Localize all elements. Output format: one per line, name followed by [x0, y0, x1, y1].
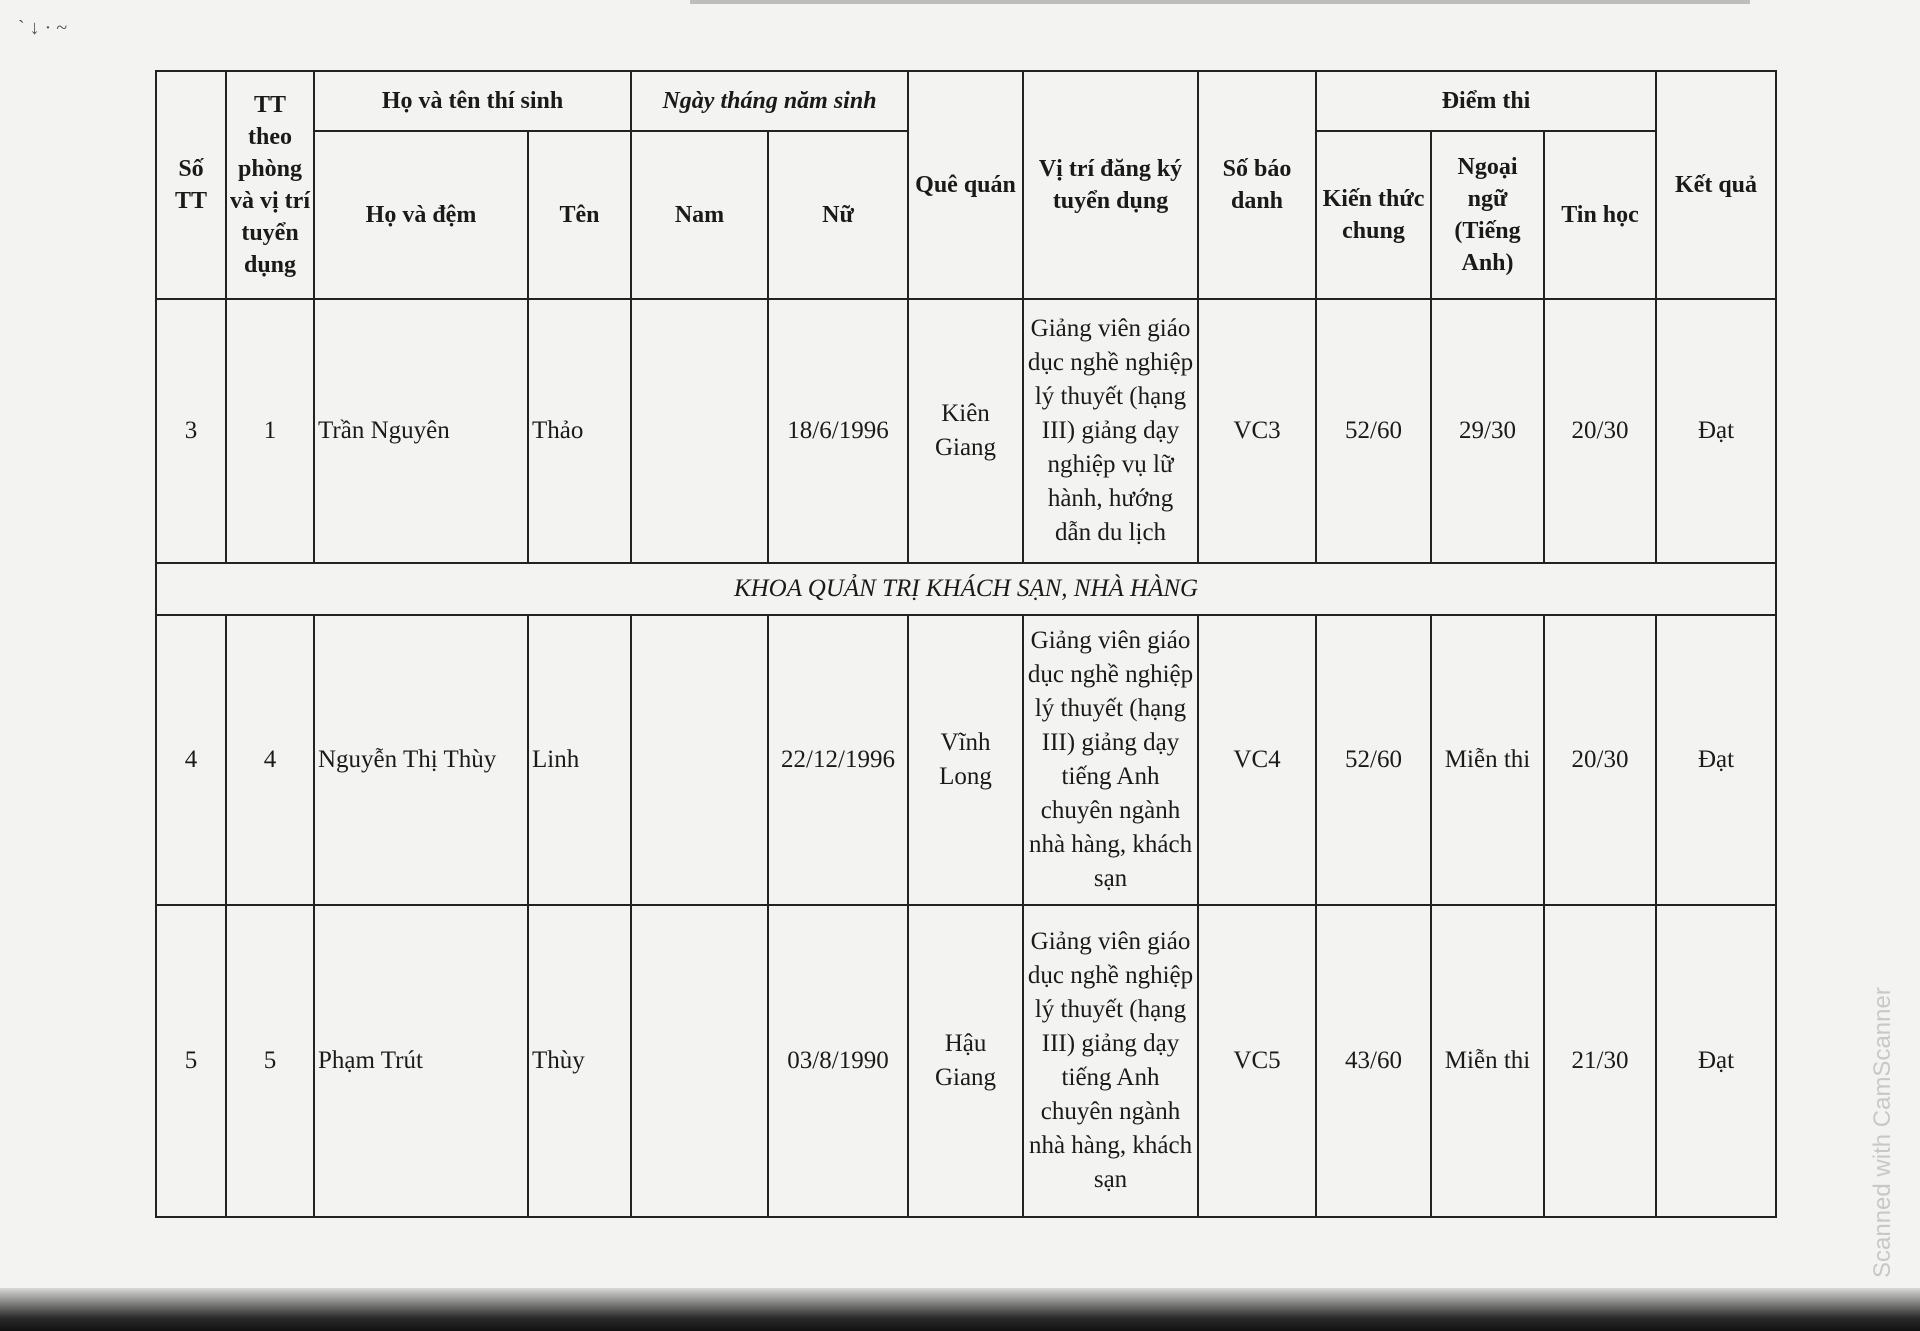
paper-bottom-edge: [0, 1288, 1920, 1331]
cell-nu: 03/8/1990: [768, 905, 908, 1217]
cell-ket-qua: Đạt: [1656, 299, 1776, 563]
cell-que-quan: Vĩnh Long: [908, 615, 1023, 905]
header-ket-qua: Kết quả: [1656, 71, 1776, 299]
header-so-tt: Số TT: [156, 71, 226, 299]
cell-tt-phong: 1: [226, 299, 314, 563]
cell-que-quan: Hậu Giang: [908, 905, 1023, 1217]
header-ngay-thang-group: Ngày tháng năm sinh: [631, 71, 908, 131]
table-row: [156, 615, 1776, 905]
cell-ten: Thùy: [528, 905, 631, 1217]
header-nam: Nam: [631, 131, 768, 299]
header-ngoai-ngu: Ngoại ngữ (Tiếng Anh): [1431, 131, 1544, 299]
header-ho-va-ten-group: Họ và tên thí sinh: [314, 71, 631, 131]
header-vi-tri: Vị trí đăng ký tuyển dụng: [1023, 71, 1198, 299]
cell-vi-tri: Giảng viên giáo dục nghề nghiệp lý thuyết (hạng III) giảng dạy tiếng Anh chuyên ngành nhà hàng, khách sạn: [1023, 615, 1198, 905]
cell-ngoai-ngu: Miễn thi: [1431, 905, 1544, 1217]
cell-tin-hoc: 20/30: [1544, 299, 1656, 563]
header-so-bao-danh: Số báo danh: [1198, 71, 1316, 299]
cell-so-tt: 4: [156, 615, 226, 905]
cell-ho-dem: Nguyễn Thị Thùy: [314, 615, 528, 905]
cell-vi-tri: Giảng viên giáo dục nghề nghiệp lý thuyết (hạng III) giảng dạy tiếng Anh chuyên ngành nhà hàng, khách sạn: [1023, 905, 1198, 1217]
scan-marks: ˋ ↓ · ~: [18, 17, 68, 39]
cell-ten: Thảo: [528, 299, 631, 563]
header-diem-thi-group: Điểm thi: [1316, 71, 1656, 131]
cell-ngoai-ngu: 29/30: [1431, 299, 1544, 563]
cell-kien-thuc: 43/60: [1316, 905, 1431, 1217]
watermark-label: Scanned with CamScanner: [1869, 987, 1896, 1278]
paper-top-edge: [690, 0, 1750, 4]
cell-so-bao-danh: VC4: [1198, 615, 1316, 905]
section-row: [156, 563, 1776, 615]
cell-ten: Linh: [528, 615, 631, 905]
cell-nam: [631, 615, 768, 905]
cell-ho-dem: Phạm Trút: [314, 905, 528, 1217]
header-ho-va-dem: Họ và đệm: [314, 131, 528, 299]
cell-tt-phong: 5: [226, 905, 314, 1217]
cell-ngoai-ngu: Miễn thi: [1431, 615, 1544, 905]
table-row: [156, 905, 1776, 1217]
cell-vi-tri: Giảng viên giáo dục nghề nghiệp lý thuyết (hạng III) giảng dạy nghiệp vụ lữ hành, hướng dẫn du lịch: [1023, 299, 1198, 563]
cell-que-quan: Kiên Giang: [908, 299, 1023, 563]
cell-nu: 22/12/1996: [768, 615, 908, 905]
cell-nam: [631, 299, 768, 563]
camscanner-watermark: [1868, 987, 1898, 1318]
header-que-quan: Quê quán: [908, 71, 1023, 299]
header-ten: Tên: [528, 131, 631, 299]
header-tin-hoc: Tin học: [1544, 131, 1656, 299]
header-kien-thuc-chung: Kiến thức chung: [1316, 131, 1431, 299]
cell-so-bao-danh: VC5: [1198, 905, 1316, 1217]
table-row: [156, 299, 1776, 563]
header-tt-theo-phong: TT theo phòng và vị trí tuyển dụng: [226, 71, 314, 299]
cell-tt-phong: 4: [226, 615, 314, 905]
cell-so-bao-danh: VC3: [1198, 299, 1316, 563]
cell-ho-dem: Trần Nguyên: [314, 299, 528, 563]
cell-so-tt: 5: [156, 905, 226, 1217]
cell-tin-hoc: 21/30: [1544, 905, 1656, 1217]
cell-kien-thuc: 52/60: [1316, 615, 1431, 905]
cell-so-tt: 3: [156, 299, 226, 563]
results-table: [155, 70, 1777, 1218]
header-nu: Nữ: [768, 131, 908, 299]
cell-nam: [631, 905, 768, 1217]
cell-nu: 18/6/1996: [768, 299, 908, 563]
cell-tin-hoc: 20/30: [1544, 615, 1656, 905]
cell-kien-thuc: 52/60: [1316, 299, 1431, 563]
section-title: KHOA QUẢN TRỊ KHÁCH SẠN, NHÀ HÀNG: [156, 563, 1776, 615]
cell-ket-qua: Đạt: [1656, 615, 1776, 905]
cell-ket-qua: Đạt: [1656, 905, 1776, 1217]
